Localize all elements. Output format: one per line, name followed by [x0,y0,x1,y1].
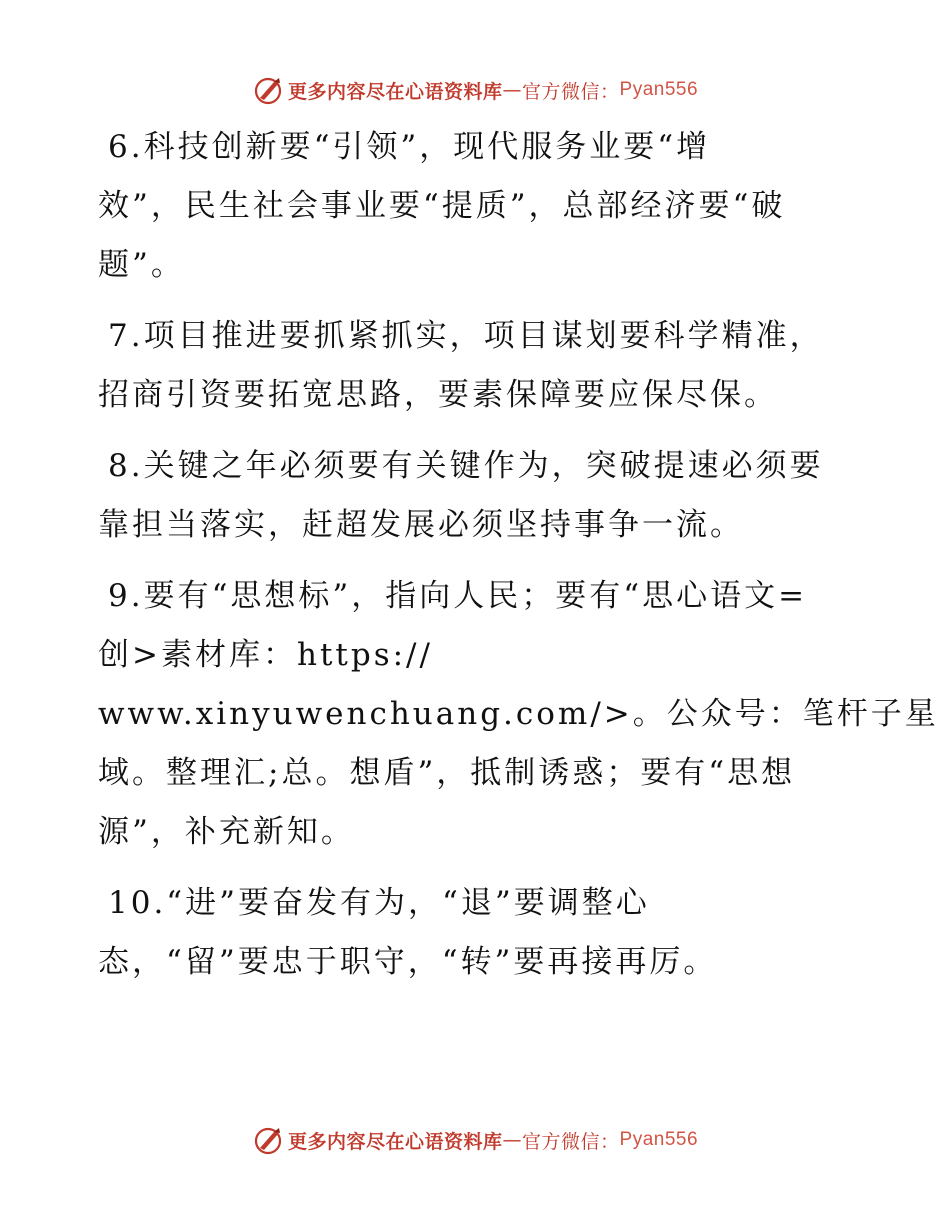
banner-slogan: 更多内容尽在心语资料库 [287,80,503,103]
text-line: 题”。 [98,247,185,283]
banner-colon: ： [600,80,620,103]
paragraph-6 [98,118,858,295]
text-line: 态，“留”要忠于职守，“转”要再接再厉。 [98,944,718,980]
banner-wechat-label: 官方微信 [521,1130,600,1153]
pen-logo-icon [252,74,284,106]
text-line: 创>素材库：https:// [98,637,433,673]
paragraph-8 [98,437,858,555]
pen-logo-icon [252,1124,284,1156]
banner-wechat-id: Pyan556 [619,79,699,100]
text-line: 7.项目推进要抓紧抓实，项目谋划要科学精准， [108,318,824,354]
footer-banner [0,1120,950,1160]
banner-dash: — [502,1129,522,1151]
text-line: 9.要有“思想标”，指向人民；要有“思心语文= [108,578,808,614]
banner-wechat-id: Pyan556 [619,1129,699,1150]
text-line: 8.关键之年必须要有关键作为，突破提速必须要 [108,448,824,484]
paragraph-7 [98,307,858,425]
text-line: 招商引资要拓宽思路，要素保障要应保尽保。 [98,377,778,413]
text-line: 域。整理汇;总。想盾”，抵制诱惑；要有“思想 [98,755,796,791]
text-line: 10.“进”要奋发有为，“退”要调整心 [108,885,650,921]
text-line: 6.科技创新要“引领”，现代服务业要“增 [108,129,711,165]
text-line: 效”，民生社会事业要“提质”，总部经济要“破 [98,188,786,224]
banner-wechat-label: 官方微信 [521,80,600,103]
banner-dash: — [502,79,522,101]
banner-slogan: 更多内容尽在心语资料库 [287,1130,503,1153]
banner-colon: ： [600,1130,620,1153]
paragraph-9 [98,567,939,862]
text-line: www.xinyuwenchuang.com/>。公众号：笔杆子星 [98,696,939,732]
text-line: 靠担当落实，赶超发展必须坚持事争一流。 [98,507,744,543]
document-body [98,118,939,1004]
header-banner [0,70,950,110]
text-line: 源”，补充新知。 [98,814,355,850]
paragraph-10 [98,874,858,992]
